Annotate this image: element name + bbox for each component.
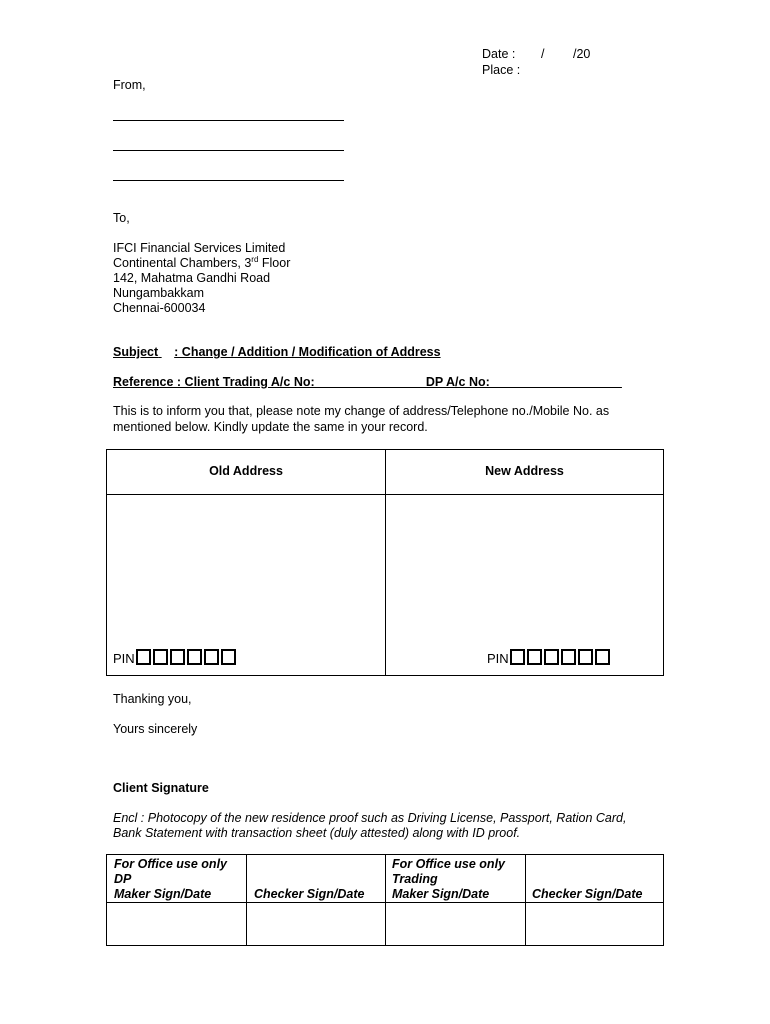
office-trading-title-2: Trading — [392, 872, 438, 886]
recipient-line-4: Nungambakkam — [113, 286, 205, 300]
new-address-header: New Address — [485, 464, 564, 478]
to-label: To, — [113, 211, 130, 225]
office-use-table — [106, 854, 664, 946]
office-col-divider-2 — [385, 855, 386, 945]
office-dp-title-2: DP — [114, 872, 132, 886]
new-pin — [487, 649, 612, 666]
pin-box[interactable] — [595, 649, 610, 665]
from-label: From, — [113, 78, 146, 92]
office-dp-title-1: For Office use only — [114, 857, 227, 871]
office-trading-title-1: For Office use only — [392, 857, 505, 871]
enclosure-line-2: Bank Statement with transaction sheet (duly attested) along with ID proof. — [113, 826, 521, 840]
recipient-line-1: IFCI Financial Services Limited — [113, 241, 286, 255]
recipient-line-2-pre: Continental Chambers, 3 — [113, 256, 252, 270]
old-pin — [113, 649, 238, 666]
recipient-line-3: 142, Mahatma Gandhi Road — [113, 271, 271, 285]
address-table — [106, 449, 664, 676]
pin-box[interactable] — [221, 649, 236, 665]
recipient-line-2 — [113, 256, 290, 270]
client-signature-label: Client Signature — [113, 781, 209, 795]
recipient-line-5: Chennai-600034 — [113, 301, 206, 315]
body-text-line-1: This is to inform you that, please note my change of address/Telephone no./Mobile No. as — [113, 404, 610, 418]
date-separator: / — [541, 47, 545, 61]
sender-line-1 — [113, 120, 344, 121]
yours-sincerely: Yours sincerely — [113, 722, 198, 736]
new-pin-label: PIN — [487, 651, 509, 666]
new-address-field[interactable] — [386, 495, 663, 645]
date-label: Date : — [482, 47, 516, 61]
office-col-divider-1 — [246, 855, 247, 945]
office-col-divider-3 — [525, 855, 526, 945]
subject-label: Subject — [113, 345, 159, 359]
new-pin-boxes[interactable] — [510, 649, 612, 665]
reference-line: Reference : Client Trading A/c No:________________DP A/c No:___________________ — [113, 375, 622, 389]
pin-box[interactable] — [561, 649, 576, 665]
sender-line-3 — [113, 180, 344, 181]
office-dp-maker: Maker Sign/Date — [114, 887, 212, 901]
office-dp-checker: Checker Sign/Date — [254, 887, 365, 901]
pin-box[interactable] — [187, 649, 202, 665]
pin-box[interactable] — [510, 649, 525, 665]
subject-text: : Change / Addition / Modification of Address — [174, 345, 441, 359]
old-address-header: Old Address — [209, 464, 283, 478]
old-address-field[interactable] — [107, 495, 385, 645]
sender-line-2 — [113, 150, 344, 151]
old-pin-label: PIN — [113, 651, 135, 666]
subject-line — [113, 345, 441, 359]
pin-box[interactable] — [544, 649, 559, 665]
pin-box[interactable] — [153, 649, 168, 665]
date-year: /20 — [573, 47, 591, 61]
recipient-line-2-sup: rd — [251, 254, 259, 264]
office-trading-checker: Checker Sign/Date — [532, 887, 643, 901]
office-trading-maker: Maker Sign/Date — [392, 887, 490, 901]
pin-box[interactable] — [527, 649, 542, 665]
body-text-line-2: mentioned below. Kindly update the same in your record. — [113, 420, 428, 434]
subject-spacer — [158, 345, 174, 359]
pin-box[interactable] — [170, 649, 185, 665]
pin-box[interactable] — [136, 649, 151, 665]
recipient-line-2-post: Floor — [258, 256, 291, 270]
pin-box[interactable] — [578, 649, 593, 665]
thanking-you: Thanking you, — [113, 692, 192, 706]
place-label: Place : — [482, 63, 521, 77]
pin-box[interactable] — [204, 649, 219, 665]
old-pin-boxes[interactable] — [136, 649, 238, 665]
office-row-divider — [107, 902, 663, 903]
enclosure-line-1: Encl : Photocopy of the new residence proof such as Driving License, Passport, Ration Card, — [113, 811, 627, 825]
